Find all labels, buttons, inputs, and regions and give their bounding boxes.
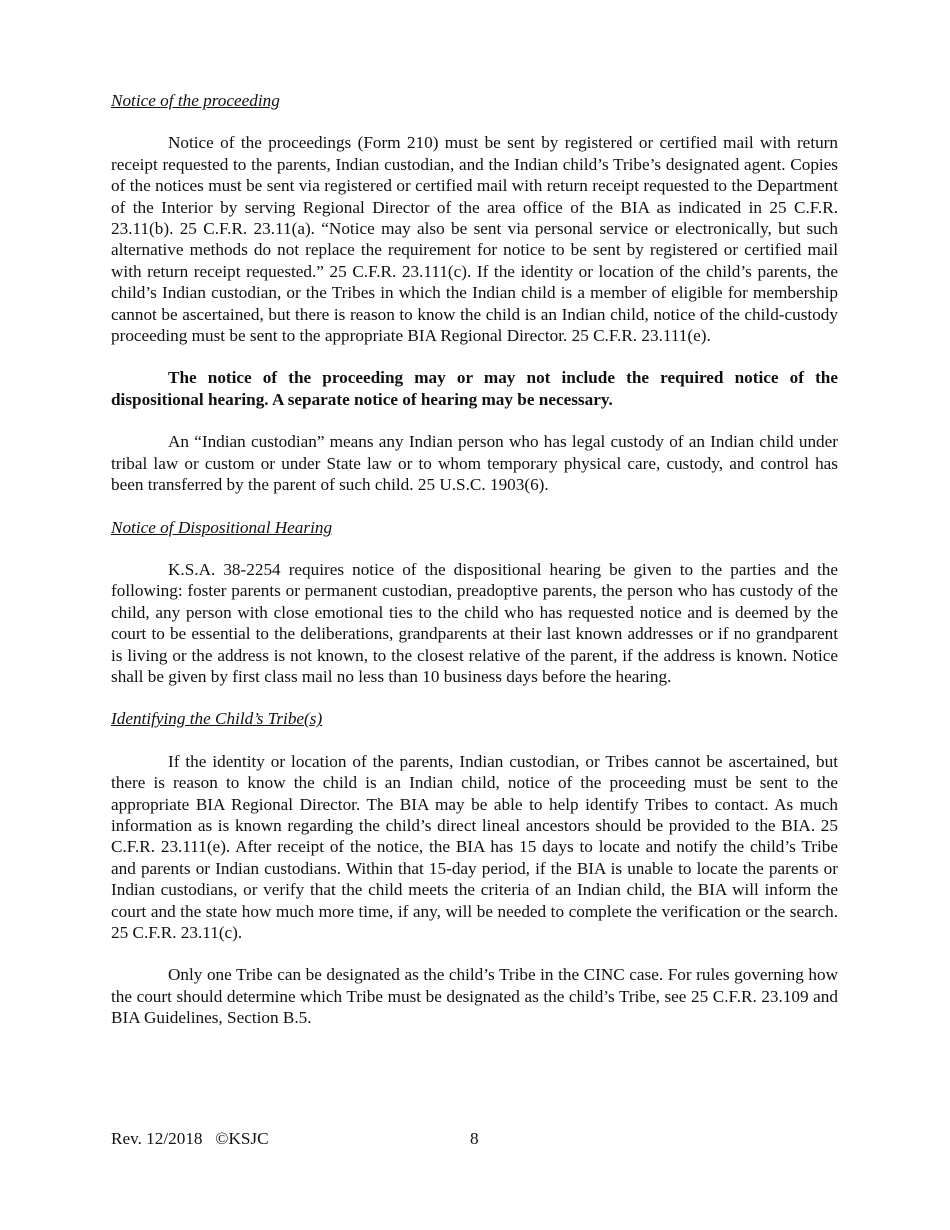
page-number: 8 [470,1129,479,1148]
section-heading-identifying-tribe: Identifying the Child’s Tribe(s) [111,709,323,729]
section-heading-notice-proceeding: Notice of the proceeding [111,91,280,110]
document-page [111,90,838,1050]
footer-revision: Rev. 12/2018 ©KSJC [111,1129,269,1148]
paragraph-one-tribe: Only one Tribe can be designated as the child’s Tribe in the CINC case. For rules governing how the court should determine which Tribe must be designated as the child’s Tribe, see 25 C.F.R. 23.109 and BIA Guidelines, Section B.5. [111,965,838,1028]
paragraph-identifying-tribe: If the identity or location of the parents, Indian custodian, or Tribes cannot be ascertained, but there is reason to know the child is an Indian child, notice of the proceeding must be sent to the appropriate BIA Regional Director. The BIA may be able to help identify Tribes to contact. As much information as is known regarding the child’s direct lineal ancestors should be provided to the BIA. 25 C.F.R. 23.111(e). After receipt of the notice, the BIA has 15 days to locate and notify the child’s Tribe and parents or Indian custodians. Within that 15-day period, if the BIA is unable to locate the parents or Indian custodians, or verify that the child meets the criteria of an Indian child, the BIA will inform the court and the state how much more time, if any, will be needed to complete the verification or the search. 25 C.F.R. 23.11(c). [111,751,838,942]
section-heading-dispositional-hearing: Notice of Dispositional Hearing [111,517,333,537]
paragraph-indian-custodian: An “Indian custodian” means any Indian person who has legal custody of an Indian child under tribal law or custom or under State law or to whom temporary physical care, custody, and control has been transferred by the parent of such child. 25 U.S.C. 1903(6). [111,432,838,495]
paragraph-bold-notice: The notice of the proceeding may or may not include the required notice of the dispositional hearing. A separate notice of hearing may be necessary. [111,368,838,409]
paragraph-notice-proceeding: Notice of the proceedings (Form 210) must be sent by registered or certified mail with return receipt requested to the parents, Indian custodian, and the Indian child’s Tribe’s designated agent. Copies of the notices must be sent via registered or certified mail with return receipt requested to the Department of the Interior by serving Regional Director of the area office of the BIA as indicated in 25 C.F.R. 23.11(b). 25 C.F.R. 23.11(a). “Notice may also be sent via personal service or electronically, but such alternative methods do not replace the requirement for notice to be sent by registered or certified mail with return receipt requested.” 25 C.F.R. 23.111(c). If the identity or location of the child’s parents, the child’s Indian custodian, or the Tribes in which the Indian child is a member of eligible for membership cannot be ascertained, but there is reason to know the child is an Indian child, notice of the child-custody proceeding must be sent to the appropriate BIA Regional Director. 25 C.F.R. 23.111(e). [111,133,838,346]
paragraph-dispositional-hearing: K.S.A. 38-2254 requires notice of the dispositional hearing be given to the parties and the following: foster parents or permanent custodian, preadoptive parents, the person who has custody of the child, any person with close emotional ties to the child who has requested notice and is deemed by the court to be essential to the deliberations, grandparents at their last known addresses or if no grandparent is living or the address is not known, to the closest relative of the parent, if the address is known. Notice shall be given by first class mail no less than 10 business days before the hearing. [111,559,838,686]
